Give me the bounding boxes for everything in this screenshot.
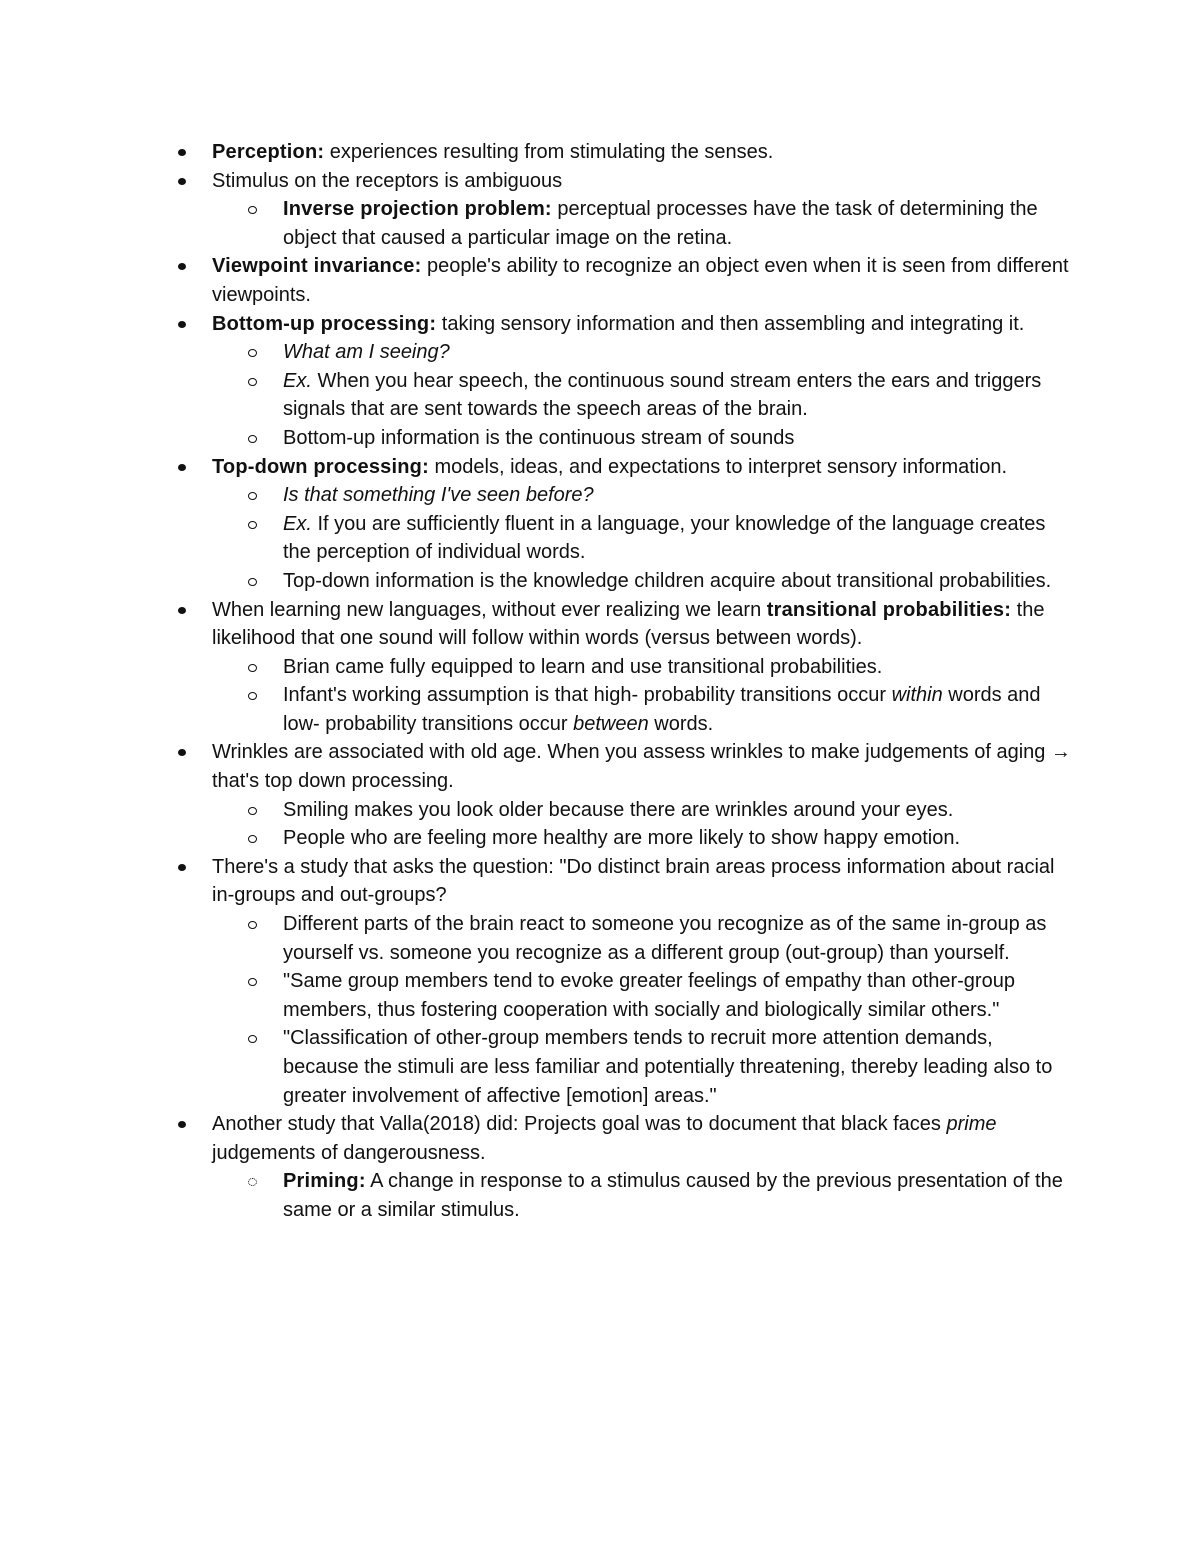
body-text: There's a study that asks the question: "Do distinct brain areas process information about racial in-groups and out-groups? — [212, 855, 1055, 907]
bullet-item — [0, 453, 1072, 482]
sub-bullet-item — [0, 338, 1073, 367]
emphasis-text: between — [573, 712, 649, 735]
sub-bullet-item — [0, 510, 1073, 567]
body-text: "Classification of other-group members tends to recruit more attention demands, because the stimuli are less familiar and potentially threatening, thereby leading also to greater involvement of affective [emotion] areas." — [283, 1027, 1053, 1107]
sub-bullet-item — [0, 681, 1073, 738]
bullet-item — [0, 310, 1072, 339]
body-text: If you are sufficiently fluent in a language, your knowledge of the language creates the perception of individual words. — [283, 512, 1046, 564]
emphasis-text: Is that something I've seen before? — [283, 484, 594, 507]
sub-bullet-item — [0, 824, 1073, 853]
body-text: taking sensory information and then assembling and integrating it. — [436, 312, 1025, 335]
body-text: perceptual processes have the task of determining the object that caused a particular image on the retina. — [283, 198, 1038, 249]
term-label: Bottom-up processing: — [212, 312, 437, 335]
term-label: Perception: — [212, 141, 325, 163]
body-text: models, ideas, and expectations to interpret sensory information. — [428, 455, 1008, 478]
term-label: Priming: — [283, 1170, 366, 1193]
body-text: When you hear speech, the continuous sound stream enters the ears and triggers signals that are sent towards the speech areas of the brain. — [283, 369, 1042, 421]
bullet-item — [0, 853, 1072, 910]
notes-list — [0, 138, 1200, 1225]
body-text: Infant's working assumption is that high- probability transitions occur — [283, 684, 892, 707]
sub-bullet-item — [0, 796, 1073, 825]
sub-bullet-item — [0, 1167, 1073, 1224]
term-label: Viewpoint invariance: — [212, 255, 422, 278]
emphasis-text: Ex. — [283, 369, 312, 392]
sub-bullet-item — [0, 567, 1073, 596]
body-text: People who are feeling more healthy are more likely to show happy emotion. — [283, 827, 961, 850]
body-text: words and low- probability transitions occur — [283, 684, 1041, 735]
sub-bullet-item — [0, 653, 1073, 682]
sub-bullet-item — [0, 195, 1073, 252]
body-text: When learning new languages, without ever realizing we learn — [212, 598, 767, 621]
bullet-item — [0, 738, 1072, 795]
term-label: Top-down processing: — [212, 455, 429, 478]
emphasis-text: Ex. — [283, 512, 312, 535]
body-text: Stimulus on the receptors is ambiguous — [212, 169, 563, 192]
body-text: words. — [648, 712, 714, 735]
bullet-item — [0, 596, 1072, 653]
bullet-item — [0, 252, 1072, 309]
body-text: Bottom-up information is the continuous stream of sounds — [283, 426, 795, 449]
sub-bullet-item — [0, 910, 1073, 967]
term-label: transitional probabilities: — [766, 598, 1012, 621]
emphasis-text: prime — [946, 1113, 997, 1136]
body-text: Different parts of the brain react to someone you recognize as of the same in-group as yourself vs. someone you recognize as a different group (out-group) than yourself. — [283, 913, 1047, 964]
body-text: Brian came fully equipped to learn and use transitional probabilities. — [283, 655, 883, 678]
sub-bullet-item — [0, 481, 1073, 510]
body-text: Wrinkles are associated with old age. When you assess wrinkles to make judgements of aging → that's top down processing. — [212, 741, 1071, 793]
body-text: Another study that Valla(2018) did: Projects goal was to document that black faces — [212, 1113, 947, 1136]
bullet-item — [0, 167, 1072, 196]
bullet-item — [0, 138, 1072, 167]
bullet-item — [0, 1110, 1072, 1167]
sub-bullet-item — [0, 1024, 1073, 1110]
emphasis-text: within — [891, 684, 943, 707]
body-text: Top-down information is the knowledge children acquire about transitional probabilities. — [283, 569, 1052, 592]
sub-bullet-item — [0, 367, 1073, 424]
sub-bullet-item — [0, 424, 1073, 453]
term-label: Inverse projection problem: — [283, 198, 552, 221]
body-text: the likelihood that one sound will follow within words (versus between words). — [212, 598, 1045, 650]
body-text: judgements of dangerousness. — [212, 1141, 486, 1164]
emphasis-text: What am I seeing? — [283, 341, 450, 364]
body-text: people's ability to recognize an object even when it is seen from different viewpoints. — [212, 255, 1069, 306]
body-text: A change in response to a stimulus caused by the previous presentation of the same or a similar stimulus. — [283, 1170, 1063, 1221]
body-text: Smiling makes you look older because there are wrinkles around your eyes. — [283, 798, 954, 821]
body-text: "Same group members tend to evoke greater feelings of empathy than other-group members, thus fostering cooperation with socially and biologically similar others." — [283, 970, 1015, 1021]
body-text: experiences resulting from stimulating the senses. — [324, 141, 774, 163]
sub-bullet-item — [0, 967, 1073, 1024]
